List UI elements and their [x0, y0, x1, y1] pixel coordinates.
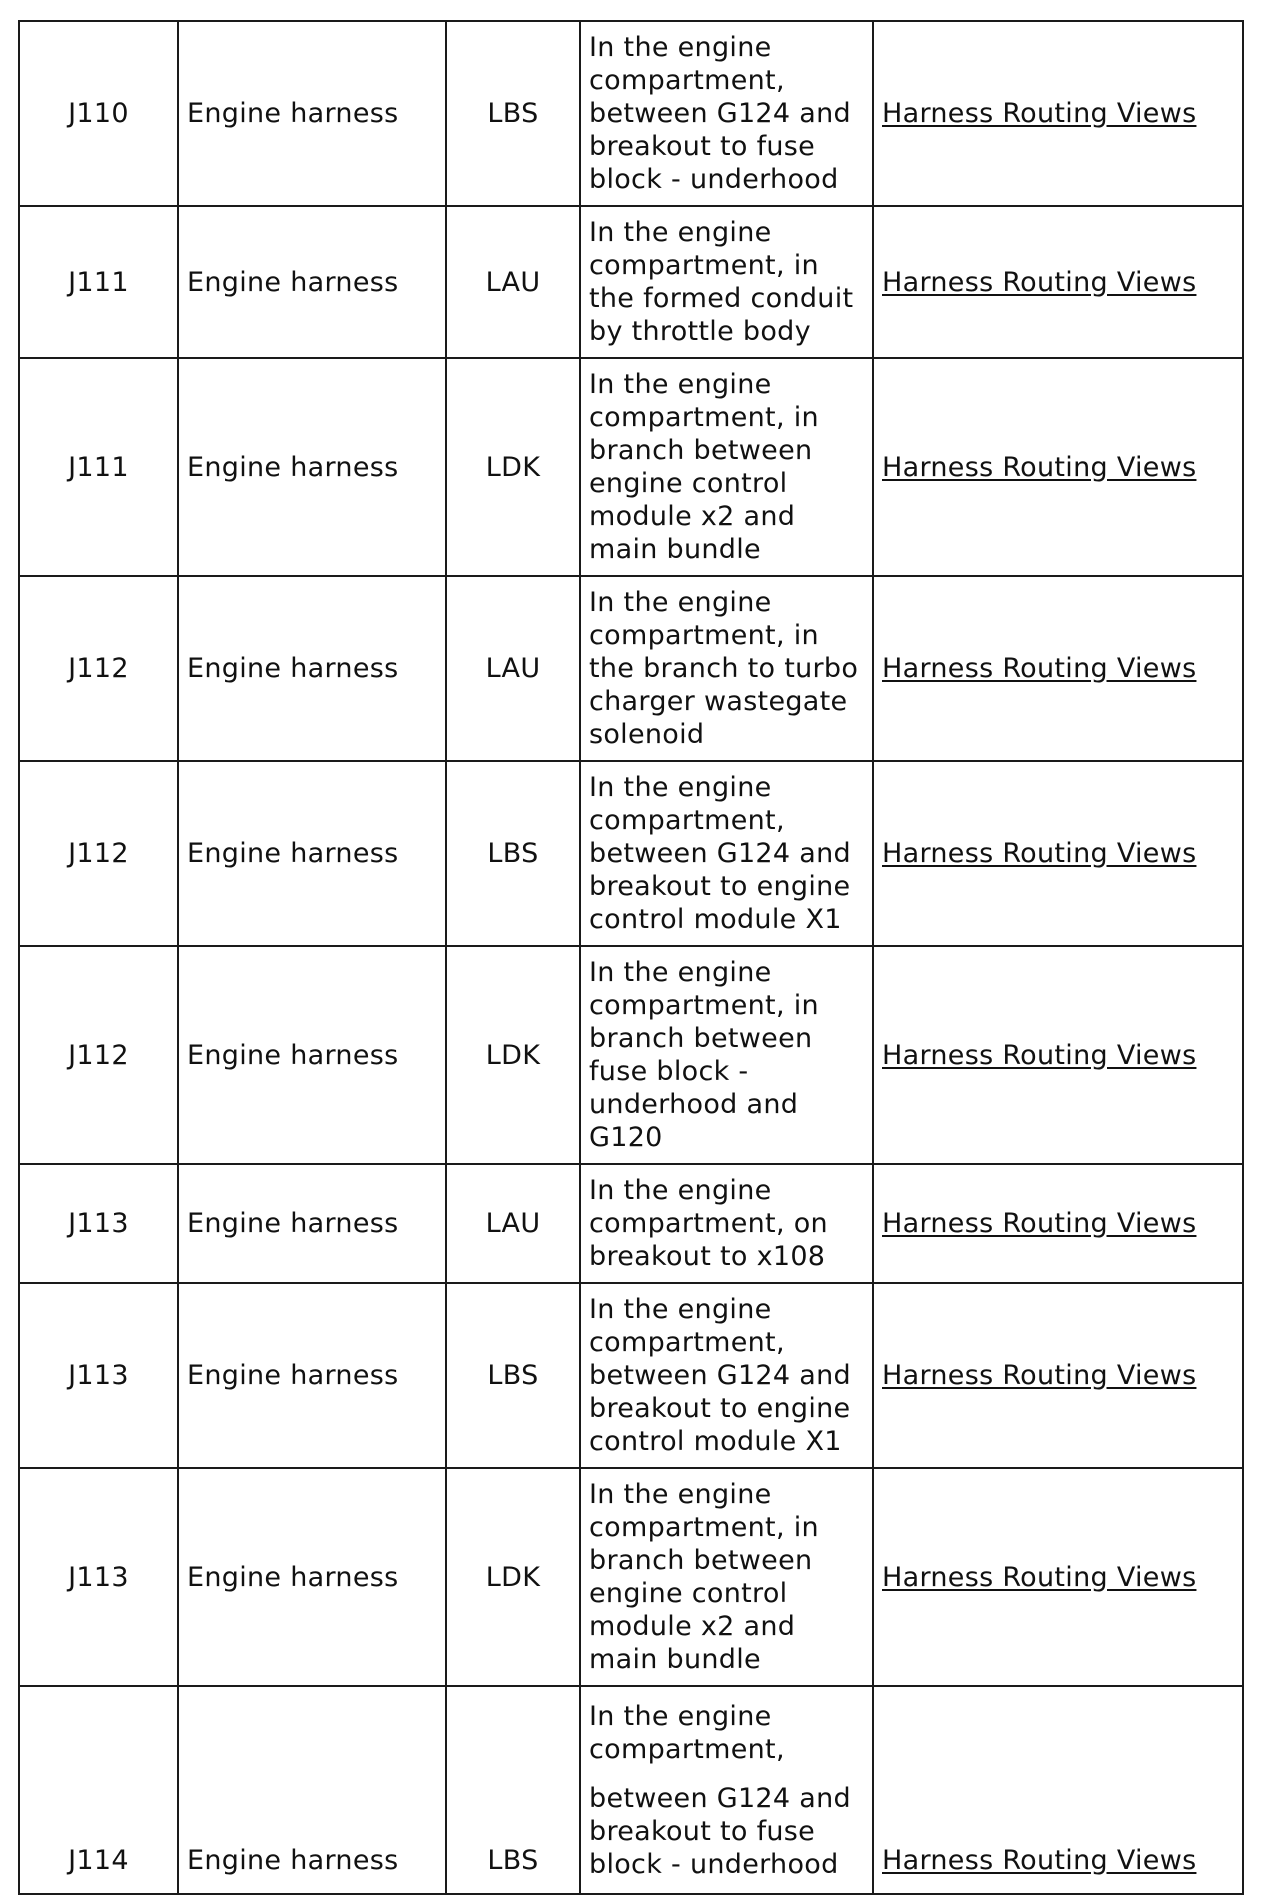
table-row — [19, 576, 1243, 761]
table-row — [19, 1468, 1243, 1686]
row-location: In the engine compartment, in branch between fuse block - underhood and G120 — [580, 946, 873, 1164]
table-row — [19, 946, 1243, 1164]
row-link-cell — [873, 1468, 1243, 1686]
row-harness: Engine harness — [178, 1283, 446, 1468]
row-link-cell — [873, 1283, 1243, 1468]
row-id: J113 — [19, 1164, 178, 1283]
row-code: LDK — [446, 1468, 580, 1686]
row-link-cell — [873, 1164, 1243, 1283]
table-row — [19, 358, 1243, 576]
table-row — [19, 1283, 1243, 1468]
harness-routing-views-link[interactable]: Harness Routing Views — [882, 98, 1197, 129]
row-link-cell — [873, 206, 1243, 358]
harness-routing-views-link[interactable]: Harness Routing Views — [882, 838, 1197, 869]
harness-routing-views-link[interactable]: Harness Routing Views — [882, 653, 1197, 684]
location-line-1: In the engine compartment, — [589, 1700, 785, 1765]
table-row — [19, 1686, 1243, 1894]
row-location: In the engine compartment, between G124 and breakout to fuse block - underhood — [580, 21, 873, 206]
row-id: J111 — [19, 358, 178, 576]
location-line-2: between G124 and breakout to fuse block - underhood — [589, 1782, 851, 1880]
row-id: J113 — [19, 1468, 178, 1686]
row-id: J114 — [19, 1686, 178, 1894]
row-location: In the engine compartment, in branch between engine control module x2 and main bundle — [580, 358, 873, 576]
table-row — [19, 761, 1243, 946]
harness-routing-views-link[interactable]: Harness Routing Views — [882, 266, 1197, 298]
row-harness: Engine harness — [178, 358, 446, 576]
row-location: In the engine compartment, on breakout to x108 — [580, 1164, 873, 1283]
row-id: J111 — [19, 206, 178, 358]
row-id: J113 — [19, 1283, 178, 1468]
row-code: LBS — [446, 1686, 580, 1894]
row-location: In the engine compartment, between G124 and breakout to engine control module X1 — [580, 1283, 873, 1468]
row-code: LBS — [446, 21, 580, 206]
row-harness: Engine harness — [178, 946, 446, 1164]
harness-routing-views-link[interactable]: Harness Routing Views — [882, 1845, 1197, 1876]
table-row — [19, 206, 1243, 358]
row-id: J112 — [19, 946, 178, 1164]
row-harness: Engine harness — [178, 206, 446, 358]
row-location: In the engine compartment, between G124 and breakout to engine control module X1 — [580, 761, 873, 946]
table-row — [19, 21, 1243, 206]
harness-routing-views-link[interactable]: Harness Routing Views — [882, 1360, 1197, 1391]
row-code: LAU — [446, 576, 580, 761]
row-id: J112 — [19, 576, 178, 761]
row-code: LBS — [446, 1283, 580, 1468]
harness-table — [18, 20, 1244, 1895]
row-code: LAU — [446, 1164, 580, 1283]
harness-routing-views-link[interactable]: Harness Routing Views — [882, 1039, 1197, 1071]
row-link-cell — [873, 576, 1243, 761]
row-harness: Engine harness — [178, 1164, 446, 1283]
table-row — [19, 1164, 1243, 1283]
row-harness: Engine harness — [178, 1468, 446, 1686]
row-id: J110 — [19, 21, 178, 206]
row-harness: Engine harness — [178, 21, 446, 206]
row-location: In the engine compartment, in branch between engine control module x2 and main bundle — [580, 1468, 873, 1686]
row-location — [580, 1686, 873, 1894]
row-harness: Engine harness — [178, 1686, 446, 1894]
harness-routing-views-link[interactable]: Harness Routing Views — [882, 1561, 1197, 1593]
row-code: LBS — [446, 761, 580, 946]
row-link-cell — [873, 21, 1243, 206]
row-code: LDK — [446, 358, 580, 576]
location-gap — [589, 1766, 864, 1782]
row-link-cell — [873, 1686, 1243, 1894]
row-harness: Engine harness — [178, 761, 446, 946]
row-code: LAU — [446, 206, 580, 358]
row-location: In the engine compartment, in the branch to turbo charger wastegate solenoid — [580, 576, 873, 761]
row-harness: Engine harness — [178, 576, 446, 761]
row-link-cell — [873, 761, 1243, 946]
row-link-cell — [873, 946, 1243, 1164]
row-location: In the engine compartment, in the formed conduit by throttle body — [580, 206, 873, 358]
row-link-cell — [873, 358, 1243, 576]
harness-routing-views-link[interactable]: Harness Routing Views — [882, 1208, 1197, 1239]
row-code: LDK — [446, 946, 580, 1164]
harness-routing-views-link[interactable]: Harness Routing Views — [882, 451, 1197, 483]
row-id: J112 — [19, 761, 178, 946]
